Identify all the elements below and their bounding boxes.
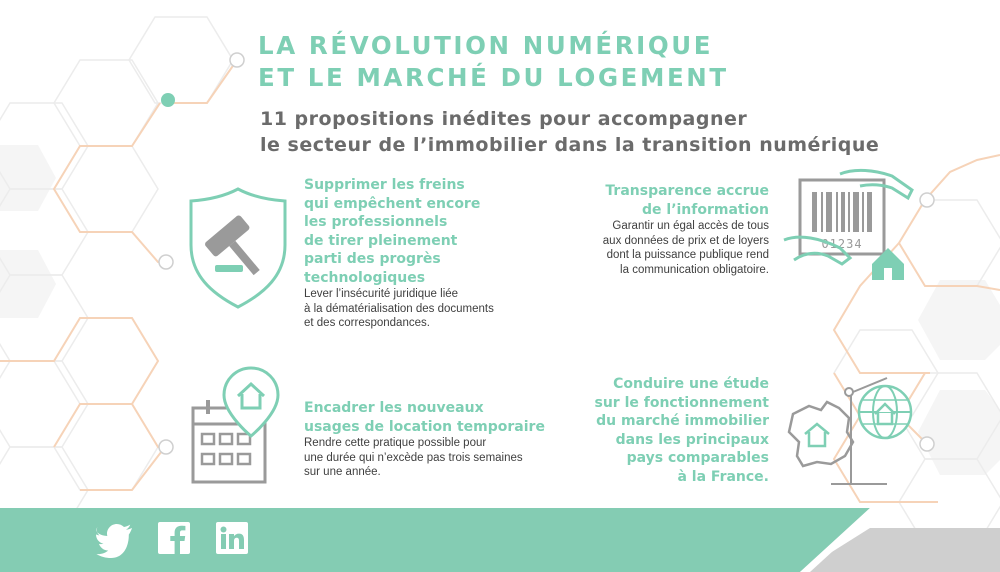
- page-title: [258, 30, 729, 94]
- proposition-3: [304, 399, 545, 480]
- proposition-title: [603, 182, 769, 219]
- title-line: ET LE MARCHÉ DU LOGEMENT: [258, 63, 729, 92]
- linkedin-icon[interactable]: [216, 522, 250, 556]
- title-line: Supprimer les freins: [304, 177, 465, 193]
- text-line: Rendre cette pratique possible pour: [304, 437, 487, 449]
- title-line: sur le fonctionnement: [594, 394, 769, 411]
- proposition-4: [594, 375, 769, 486]
- text-line: sur une année.: [304, 466, 381, 478]
- title-line: de l’information: [642, 201, 769, 218]
- proposition-title: [594, 375, 769, 486]
- text-line: dont la puissance publique rend: [606, 249, 769, 261]
- title-line: Encadrer les nouveaux: [304, 400, 484, 416]
- proposition-text: [603, 219, 769, 277]
- text-line: une durée qui n’excède pas trois semaines: [304, 451, 523, 464]
- text-line: Lever l’insécurité juridique liée: [304, 288, 459, 300]
- title-line: LA RÉVOLUTION NUMÉRIQUE: [258, 31, 714, 60]
- barcode-number: 01234: [821, 237, 863, 251]
- calendar-location-icon: [188, 366, 288, 486]
- title-line: parti des progrès: [304, 251, 441, 267]
- proposition-title: [304, 399, 545, 436]
- title-line: usages de location temporaire: [304, 418, 545, 435]
- text-line: à la dématérialisation des documents: [304, 302, 494, 315]
- france-globe-balance-icon: [775, 372, 925, 492]
- title-line: du marché immobilier: [596, 413, 769, 429]
- shield-gavel-icon: [183, 183, 293, 313]
- proposition-text: [304, 287, 494, 331]
- barcode-house-icon: [780, 168, 920, 288]
- proposition-2: [603, 182, 769, 277]
- twitter-icon[interactable]: [96, 522, 134, 558]
- title-line: de tirer pleinement: [304, 232, 458, 249]
- text-line: Garantir un égal accès de tous: [612, 220, 769, 232]
- text-line: aux données de prix et de loyers: [602, 234, 769, 247]
- title-line: les professionnels: [304, 214, 448, 230]
- title-line: pays comparables: [626, 450, 769, 466]
- title-line: dans les principaux: [615, 431, 769, 448]
- proposition-text: [304, 436, 545, 480]
- facebook-icon[interactable]: [158, 522, 192, 556]
- proposition-title: [304, 176, 494, 287]
- page-subtitle: [260, 106, 879, 158]
- subtitle-line: le secteur de l’immobilier dans la transition numérique: [260, 134, 880, 156]
- title-line: à la France.: [677, 468, 769, 485]
- title-line: Transparence accrue: [605, 183, 769, 199]
- subtitle-line: 11 propositions inédites pour accompagner: [260, 108, 748, 130]
- proposition-1: [304, 176, 494, 331]
- title-line: technologiques: [304, 269, 426, 286]
- text-line: et des correspondances.: [304, 317, 430, 329]
- title-line: Conduire une étude: [613, 376, 769, 392]
- title-line: qui empêchent encore: [304, 195, 481, 212]
- text-line: la communication obligatoire.: [620, 263, 769, 276]
